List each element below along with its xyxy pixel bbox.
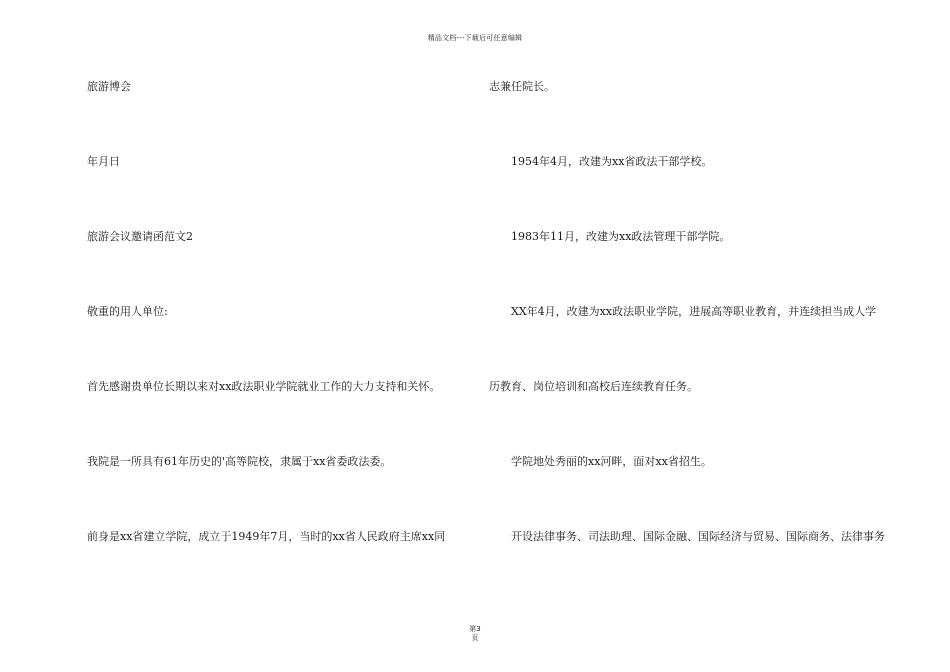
right-column	[489, 0, 899, 672]
text-line: 前身是xx省建立学院，成立于1949年7月，当时的xx省人民政府主席xx同	[87, 530, 446, 543]
text-line: 历教育、岗位培训和高校后连续教育任务。	[489, 380, 698, 393]
text-line: 1983年11月，改建为xx政法管理干部学院。	[511, 230, 731, 243]
text-line: XX年4月，改建为xx政法职业学院，进展高等职业教育，并连续担当成人学	[511, 305, 877, 318]
page-number-suffix: 页	[471, 634, 479, 642]
text-line: 学院地处秀丽的xx河畔，面对xx省招生。	[511, 455, 712, 468]
text-line: 年月日	[87, 155, 120, 168]
text-line: 开设法律事务、司法助理、国际金融、国际经济与贸易、国际商务、法律事务	[511, 530, 885, 543]
page-header: 精品文档---下载后可任意编辑	[427, 34, 523, 42]
page-number: 第3	[469, 625, 481, 633]
text-line: 首先感谢贵单位长期以来对xx政法职业学院就业工作的大力支持和关怀。	[87, 380, 441, 393]
text-line: 旅游会议邀请函范文2	[87, 230, 193, 243]
left-column	[87, 0, 477, 672]
text-line: 1954年4月，改建为xx省政法干部学校。	[511, 155, 713, 168]
text-line: 我院是一所具有61年历史的'高等院校，隶属于xx省委政法委。	[87, 455, 392, 468]
text-line: 旅游博会	[87, 80, 131, 93]
page-footer	[0, 625, 950, 643]
text-line: 敬重的用人单位:	[87, 305, 168, 318]
text-line: 志兼任院长。	[489, 80, 555, 93]
